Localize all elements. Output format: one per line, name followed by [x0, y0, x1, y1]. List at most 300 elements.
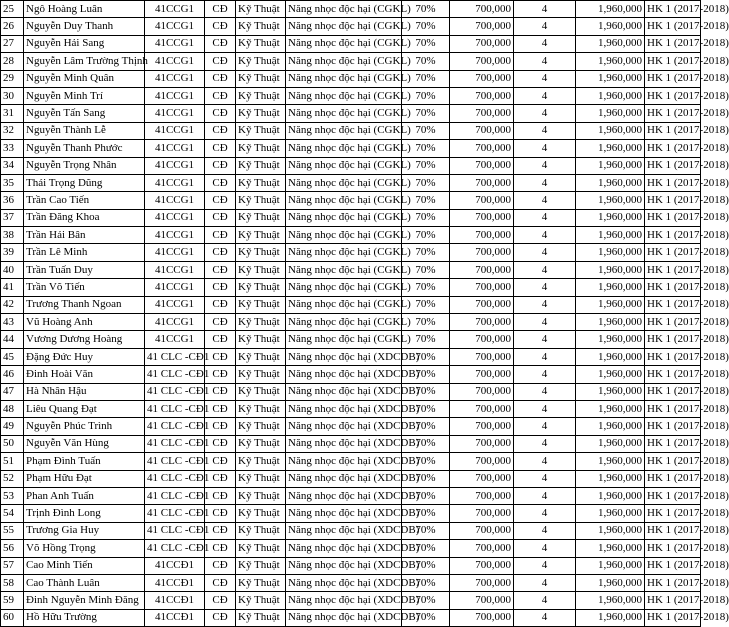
allowance-category-cell: Năng nhọc độc hại (XDCDB)	[286, 400, 402, 417]
education-level-cell: CĐ	[205, 487, 236, 504]
base-amount-cell: 700,000	[450, 540, 514, 557]
class-code-cell: 41CCG1	[145, 331, 205, 348]
allowance-category-cell: Năng nhọc độc hại (XDCDB)	[286, 348, 402, 365]
student-name-cell: Nguyễn Tấn Sang	[24, 105, 145, 122]
total-amount-cell: 1,960,000	[576, 348, 645, 365]
total-amount-cell: 1,960,000	[576, 87, 645, 104]
semester-cell: HK 1 (2017-2018)	[645, 35, 701, 52]
percentage-cell: 70%	[402, 209, 450, 226]
months-cell: 4	[514, 53, 576, 70]
total-amount-cell: 1,960,000	[576, 592, 645, 609]
student-name-cell: Đặng Đức Huy	[24, 348, 145, 365]
total-amount-cell: 1,960,000	[576, 453, 645, 470]
education-level-cell: CĐ	[205, 470, 236, 487]
total-amount-cell: 1,960,000	[576, 522, 645, 539]
education-level-cell: CĐ	[205, 53, 236, 70]
education-level-cell: CĐ	[205, 435, 236, 452]
row-number-cell: 47	[1, 383, 24, 400]
row-number-cell: 26	[1, 18, 24, 35]
total-amount-cell: 1,960,000	[576, 505, 645, 522]
field-cell: Kỹ Thuật	[236, 18, 286, 35]
class-code-cell: 41CCG1	[145, 70, 205, 87]
months-cell: 4	[514, 244, 576, 261]
allowance-category-cell: Năng nhọc độc hại (XDCDB)	[286, 453, 402, 470]
semester-cell: HK 1 (2017-2018)	[645, 209, 701, 226]
class-code-cell: 41CCG1	[145, 18, 205, 35]
percentage-cell: 70%	[402, 140, 450, 157]
allowance-category-cell: Năng nhọc độc hại (CGKL)	[286, 244, 402, 261]
percentage-cell: 70%	[402, 348, 450, 365]
total-amount-cell: 1,960,000	[576, 209, 645, 226]
table-row	[1, 574, 701, 591]
row-number-cell: 41	[1, 279, 24, 296]
base-amount-cell: 700,000	[450, 53, 514, 70]
base-amount-cell: 700,000	[450, 574, 514, 591]
row-number-cell: 42	[1, 296, 24, 313]
student-name-cell: Phạm Hữu Đạt	[24, 470, 145, 487]
allowance-category-cell: Năng nhọc độc hại (CGKL)	[286, 279, 402, 296]
education-level-cell: CĐ	[205, 609, 236, 626]
total-amount-cell: 1,960,000	[576, 140, 645, 157]
months-cell: 4	[514, 331, 576, 348]
field-cell: Kỹ Thuật	[236, 331, 286, 348]
class-code-cell: 41CCG1	[145, 279, 205, 296]
base-amount-cell: 700,000	[450, 261, 514, 278]
row-number-cell: 40	[1, 261, 24, 278]
class-code-cell: 41 CLC -CĐ1	[145, 505, 205, 522]
class-code-cell: 41CCĐ1	[145, 557, 205, 574]
total-amount-cell: 1,960,000	[576, 574, 645, 591]
table-row	[1, 314, 701, 331]
base-amount-cell: 700,000	[450, 192, 514, 209]
row-number-cell: 33	[1, 140, 24, 157]
row-number-cell: 31	[1, 105, 24, 122]
total-amount-cell: 1,960,000	[576, 418, 645, 435]
student-name-cell: Phạm Đình Tuấn	[24, 453, 145, 470]
total-amount-cell: 1,960,000	[576, 53, 645, 70]
education-level-cell: CĐ	[205, 522, 236, 539]
total-amount-cell: 1,960,000	[576, 487, 645, 504]
percentage-cell: 70%	[402, 279, 450, 296]
percentage-cell: 70%	[402, 331, 450, 348]
student-name-cell: Nguyễn Văn Hùng	[24, 435, 145, 452]
total-amount-cell: 1,960,000	[576, 331, 645, 348]
row-number-cell: 48	[1, 400, 24, 417]
row-number-cell: 50	[1, 435, 24, 452]
months-cell: 4	[514, 609, 576, 626]
education-level-cell: CĐ	[205, 157, 236, 174]
field-cell: Kỹ Thuật	[236, 140, 286, 157]
percentage-cell: 70%	[402, 400, 450, 417]
class-code-cell: 41CCG1	[145, 122, 205, 139]
field-cell: Kỹ Thuật	[236, 296, 286, 313]
class-code-cell: 41 CLC -CĐ1	[145, 453, 205, 470]
base-amount-cell: 700,000	[450, 279, 514, 296]
base-amount-cell: 700,000	[450, 331, 514, 348]
total-amount-cell: 1,960,000	[576, 296, 645, 313]
allowance-category-cell: Năng nhọc độc hại (CGKL)	[286, 53, 402, 70]
months-cell: 4	[514, 1, 576, 18]
table-row	[1, 261, 701, 278]
months-cell: 4	[514, 383, 576, 400]
percentage-cell: 70%	[402, 244, 450, 261]
allowance-category-cell: Năng nhọc độc hại (XDCDB)	[286, 557, 402, 574]
base-amount-cell: 700,000	[450, 87, 514, 104]
semester-cell: HK 1 (2017-2018)	[645, 435, 701, 452]
education-level-cell: CĐ	[205, 453, 236, 470]
education-level-cell: CĐ	[205, 174, 236, 191]
row-number-cell: 37	[1, 209, 24, 226]
total-amount-cell: 1,960,000	[576, 1, 645, 18]
semester-cell: HK 1 (2017-2018)	[645, 540, 701, 557]
percentage-cell: 70%	[402, 592, 450, 609]
field-cell: Kỹ Thuật	[236, 174, 286, 191]
total-amount-cell: 1,960,000	[576, 18, 645, 35]
base-amount-cell: 700,000	[450, 122, 514, 139]
field-cell: Kỹ Thuật	[236, 87, 286, 104]
base-amount-cell: 700,000	[450, 174, 514, 191]
total-amount-cell: 1,960,000	[576, 244, 645, 261]
education-level-cell: CĐ	[205, 383, 236, 400]
table-row	[1, 331, 701, 348]
percentage-cell: 70%	[402, 314, 450, 331]
semester-cell: HK 1 (2017-2018)	[645, 296, 701, 313]
total-amount-cell: 1,960,000	[576, 105, 645, 122]
total-amount-cell: 1,960,000	[576, 383, 645, 400]
row-number-cell: 44	[1, 331, 24, 348]
base-amount-cell: 700,000	[450, 383, 514, 400]
row-number-cell: 53	[1, 487, 24, 504]
field-cell: Kỹ Thuật	[236, 540, 286, 557]
table-row	[1, 227, 701, 244]
field-cell: Kỹ Thuật	[236, 592, 286, 609]
percentage-cell: 70%	[402, 35, 450, 52]
field-cell: Kỹ Thuật	[236, 105, 286, 122]
total-amount-cell: 1,960,000	[576, 540, 645, 557]
student-name-cell: Trần Tuấn Duy	[24, 261, 145, 278]
student-name-cell: Đinh Nguyễn Minh Đăng	[24, 592, 145, 609]
table-row	[1, 157, 701, 174]
table-row	[1, 122, 701, 139]
field-cell: Kỹ Thuật	[236, 122, 286, 139]
row-number-cell: 39	[1, 244, 24, 261]
education-level-cell: CĐ	[205, 87, 236, 104]
field-cell: Kỹ Thuật	[236, 470, 286, 487]
semester-cell: HK 1 (2017-2018)	[645, 18, 701, 35]
student-name-cell: Liêu Quang Đạt	[24, 400, 145, 417]
allowance-category-cell: Năng nhọc độc hại (XDCDB)	[286, 540, 402, 557]
base-amount-cell: 700,000	[450, 1, 514, 18]
student-name-cell: Nguyễn Trọng Nhân	[24, 157, 145, 174]
education-level-cell: CĐ	[205, 348, 236, 365]
semester-cell: HK 1 (2017-2018)	[645, 279, 701, 296]
class-code-cell: 41 CLC -CĐ1	[145, 487, 205, 504]
semester-cell: HK 1 (2017-2018)	[645, 122, 701, 139]
table-row	[1, 470, 701, 487]
row-number-cell: 60	[1, 609, 24, 626]
student-name-cell: Võ Hồng Trọng	[24, 540, 145, 557]
field-cell: Kỹ Thuật	[236, 1, 286, 18]
student-name-cell: Thái Trọng Dũng	[24, 174, 145, 191]
field-cell: Kỹ Thuật	[236, 574, 286, 591]
table-row	[1, 418, 701, 435]
allowance-category-cell: Năng nhọc độc hại (CGKL)	[286, 157, 402, 174]
table-row	[1, 609, 701, 626]
months-cell: 4	[514, 35, 576, 52]
class-code-cell: 41CCG1	[145, 261, 205, 278]
class-code-cell: 41CCG1	[145, 174, 205, 191]
row-number-cell: 52	[1, 470, 24, 487]
table-row	[1, 453, 701, 470]
class-code-cell: 41CCG1	[145, 53, 205, 70]
table-row	[1, 87, 701, 104]
education-level-cell: CĐ	[205, 192, 236, 209]
education-level-cell: CĐ	[205, 592, 236, 609]
education-level-cell: CĐ	[205, 122, 236, 139]
semester-cell: HK 1 (2017-2018)	[645, 53, 701, 70]
total-amount-cell: 1,960,000	[576, 192, 645, 209]
class-code-cell: 41 CLC -CĐ1	[145, 470, 205, 487]
row-number-cell: 55	[1, 522, 24, 539]
base-amount-cell: 700,000	[450, 487, 514, 504]
percentage-cell: 70%	[402, 574, 450, 591]
allowance-category-cell: Năng nhọc độc hại (CGKL)	[286, 87, 402, 104]
allowance-category-cell: Năng nhọc độc hại (XDCDB)	[286, 470, 402, 487]
allowance-category-cell: Năng nhọc độc hại (CGKL)	[286, 174, 402, 191]
row-number-cell: 45	[1, 348, 24, 365]
field-cell: Kỹ Thuật	[236, 261, 286, 278]
row-number-cell: 43	[1, 314, 24, 331]
student-name-cell: Nguyễn Minh Quân	[24, 70, 145, 87]
percentage-cell: 70%	[402, 435, 450, 452]
field-cell: Kỹ Thuật	[236, 157, 286, 174]
row-number-cell: 36	[1, 192, 24, 209]
semester-cell: HK 1 (2017-2018)	[645, 174, 701, 191]
field-cell: Kỹ Thuật	[236, 227, 286, 244]
student-name-cell: Ngô Hoàng Luân	[24, 1, 145, 18]
semester-cell: HK 1 (2017-2018)	[645, 87, 701, 104]
allowance-category-cell: Năng nhọc độc hại (CGKL)	[286, 314, 402, 331]
semester-cell: HK 1 (2017-2018)	[645, 192, 701, 209]
field-cell: Kỹ Thuật	[236, 609, 286, 626]
total-amount-cell: 1,960,000	[576, 70, 645, 87]
student-name-cell: Nguyễn Lâm Trường Thịnh	[24, 53, 145, 70]
student-name-cell: Trần Lê Minh	[24, 244, 145, 261]
student-name-cell: Trần Cao Tiến	[24, 192, 145, 209]
education-level-cell: CĐ	[205, 296, 236, 313]
class-code-cell: 41CCG1	[145, 192, 205, 209]
semester-cell: HK 1 (2017-2018)	[645, 227, 701, 244]
months-cell: 4	[514, 487, 576, 504]
percentage-cell: 70%	[402, 1, 450, 18]
percentage-cell: 70%	[402, 261, 450, 278]
base-amount-cell: 700,000	[450, 505, 514, 522]
base-amount-cell: 700,000	[450, 35, 514, 52]
base-amount-cell: 700,000	[450, 105, 514, 122]
total-amount-cell: 1,960,000	[576, 400, 645, 417]
months-cell: 4	[514, 540, 576, 557]
education-level-cell: CĐ	[205, 540, 236, 557]
percentage-cell: 70%	[402, 122, 450, 139]
semester-cell: HK 1 (2017-2018)	[645, 574, 701, 591]
row-number-cell: 49	[1, 418, 24, 435]
total-amount-cell: 1,960,000	[576, 279, 645, 296]
allowance-category-cell: Năng nhọc độc hại (XDCDB)	[286, 609, 402, 626]
table-row	[1, 435, 701, 452]
semester-cell: HK 1 (2017-2018)	[645, 400, 701, 417]
table-row	[1, 279, 701, 296]
education-level-cell: CĐ	[205, 574, 236, 591]
months-cell: 4	[514, 157, 576, 174]
base-amount-cell: 700,000	[450, 522, 514, 539]
class-code-cell: 41CCG1	[145, 140, 205, 157]
row-number-cell: 46	[1, 366, 24, 383]
semester-cell: HK 1 (2017-2018)	[645, 70, 701, 87]
semester-cell: HK 1 (2017-2018)	[645, 609, 701, 626]
base-amount-cell: 700,000	[450, 140, 514, 157]
class-code-cell: 41CCG1	[145, 1, 205, 18]
total-amount-cell: 1,960,000	[576, 557, 645, 574]
student-name-cell: Đinh Hoài Văn	[24, 366, 145, 383]
base-amount-cell: 700,000	[450, 209, 514, 226]
semester-cell: HK 1 (2017-2018)	[645, 331, 701, 348]
class-code-cell: 41 CLC -CĐ1	[145, 435, 205, 452]
allowance-category-cell: Năng nhọc độc hại (XDCDB)	[286, 592, 402, 609]
row-number-cell: 27	[1, 35, 24, 52]
student-name-cell: Nguyễn Phúc Trình	[24, 418, 145, 435]
percentage-cell: 70%	[402, 487, 450, 504]
semester-cell: HK 1 (2017-2018)	[645, 522, 701, 539]
months-cell: 4	[514, 192, 576, 209]
row-number-cell: 35	[1, 174, 24, 191]
months-cell: 4	[514, 296, 576, 313]
allowance-category-cell: Năng nhọc độc hại (CGKL)	[286, 70, 402, 87]
student-name-cell: Trương Thanh Ngoan	[24, 296, 145, 313]
class-code-cell: 41CCG1	[145, 105, 205, 122]
education-level-cell: CĐ	[205, 557, 236, 574]
allowance-category-cell: Năng nhọc độc hại (XDCDB)	[286, 574, 402, 591]
semester-cell: HK 1 (2017-2018)	[645, 244, 701, 261]
allowance-category-cell: Năng nhọc độc hại (CGKL)	[286, 122, 402, 139]
table-row	[1, 105, 701, 122]
months-cell: 4	[514, 87, 576, 104]
percentage-cell: 70%	[402, 296, 450, 313]
student-name-cell: Vương Dương Hoàng	[24, 331, 145, 348]
field-cell: Kỹ Thuật	[236, 383, 286, 400]
allowance-category-cell: Năng nhọc độc hại (CGKL)	[286, 140, 402, 157]
class-code-cell: 41 CLC -CĐ1	[145, 366, 205, 383]
months-cell: 4	[514, 574, 576, 591]
allowance-category-cell: Năng nhọc độc hại (XDCDB)	[286, 522, 402, 539]
student-name-cell: Cao Minh Tiến	[24, 557, 145, 574]
table-row	[1, 557, 701, 574]
months-cell: 4	[514, 279, 576, 296]
semester-cell: HK 1 (2017-2018)	[645, 348, 701, 365]
row-number-cell: 25	[1, 1, 24, 18]
education-level-cell: CĐ	[205, 140, 236, 157]
education-level-cell: CĐ	[205, 418, 236, 435]
total-amount-cell: 1,960,000	[576, 261, 645, 278]
student-name-cell: Trịnh Đình Long	[24, 505, 145, 522]
student-name-cell: Trần Đăng Khoa	[24, 209, 145, 226]
total-amount-cell: 1,960,000	[576, 122, 645, 139]
table-row	[1, 522, 701, 539]
student-name-cell: Cao Thành Luân	[24, 574, 145, 591]
field-cell: Kỹ Thuật	[236, 35, 286, 52]
class-code-cell: 41CCG1	[145, 296, 205, 313]
months-cell: 4	[514, 400, 576, 417]
base-amount-cell: 700,000	[450, 592, 514, 609]
semester-cell: HK 1 (2017-2018)	[645, 453, 701, 470]
percentage-cell: 70%	[402, 192, 450, 209]
table-row	[1, 209, 701, 226]
percentage-cell: 70%	[402, 174, 450, 191]
student-name-cell: Hà Nhân Hậu	[24, 383, 145, 400]
student-name-cell: Trần Hải Bân	[24, 227, 145, 244]
months-cell: 4	[514, 209, 576, 226]
field-cell: Kỹ Thuật	[236, 487, 286, 504]
row-number-cell: 57	[1, 557, 24, 574]
percentage-cell: 70%	[402, 366, 450, 383]
allowance-category-cell: Năng nhọc độc hại (XDCDB)	[286, 418, 402, 435]
months-cell: 4	[514, 470, 576, 487]
semester-cell: HK 1 (2017-2018)	[645, 487, 701, 504]
total-amount-cell: 1,960,000	[576, 435, 645, 452]
row-number-cell: 34	[1, 157, 24, 174]
student-name-cell: Nguyễn Hải Sang	[24, 35, 145, 52]
allowance-category-cell: Năng nhọc độc hại (CGKL)	[286, 227, 402, 244]
percentage-cell: 70%	[402, 105, 450, 122]
allowance-category-cell: Năng nhọc độc hại (XDCDB)	[286, 435, 402, 452]
class-code-cell: 41 CLC -CĐ1	[145, 348, 205, 365]
base-amount-cell: 700,000	[450, 18, 514, 35]
education-level-cell: CĐ	[205, 1, 236, 18]
months-cell: 4	[514, 522, 576, 539]
field-cell: Kỹ Thuật	[236, 348, 286, 365]
base-amount-cell: 700,000	[450, 348, 514, 365]
education-level-cell: CĐ	[205, 505, 236, 522]
months-cell: 4	[514, 453, 576, 470]
table-row	[1, 366, 701, 383]
row-number-cell: 56	[1, 540, 24, 557]
allowance-category-cell: Năng nhọc độc hại (CGKL)	[286, 35, 402, 52]
table-row	[1, 348, 701, 365]
row-number-cell: 38	[1, 227, 24, 244]
semester-cell: HK 1 (2017-2018)	[645, 314, 701, 331]
months-cell: 4	[514, 122, 576, 139]
semester-cell: HK 1 (2017-2018)	[645, 366, 701, 383]
percentage-cell: 70%	[402, 70, 450, 87]
row-number-cell: 30	[1, 87, 24, 104]
total-amount-cell: 1,960,000	[576, 470, 645, 487]
class-code-cell: 41 CLC -CĐ1	[145, 418, 205, 435]
semester-cell: HK 1 (2017-2018)	[645, 157, 701, 174]
allowance-category-cell: Năng nhọc độc hại (XDCDB)	[286, 366, 402, 383]
class-code-cell: 41CCG1	[145, 314, 205, 331]
months-cell: 4	[514, 592, 576, 609]
percentage-cell: 70%	[402, 540, 450, 557]
percentage-cell: 70%	[402, 522, 450, 539]
allowance-category-cell: Năng nhọc độc hại (CGKL)	[286, 18, 402, 35]
percentage-cell: 70%	[402, 227, 450, 244]
field-cell: Kỹ Thuật	[236, 522, 286, 539]
table-row	[1, 505, 701, 522]
field-cell: Kỹ Thuật	[236, 279, 286, 296]
row-number-cell: 54	[1, 505, 24, 522]
education-level-cell: CĐ	[205, 400, 236, 417]
table-row	[1, 296, 701, 313]
table-row	[1, 35, 701, 52]
